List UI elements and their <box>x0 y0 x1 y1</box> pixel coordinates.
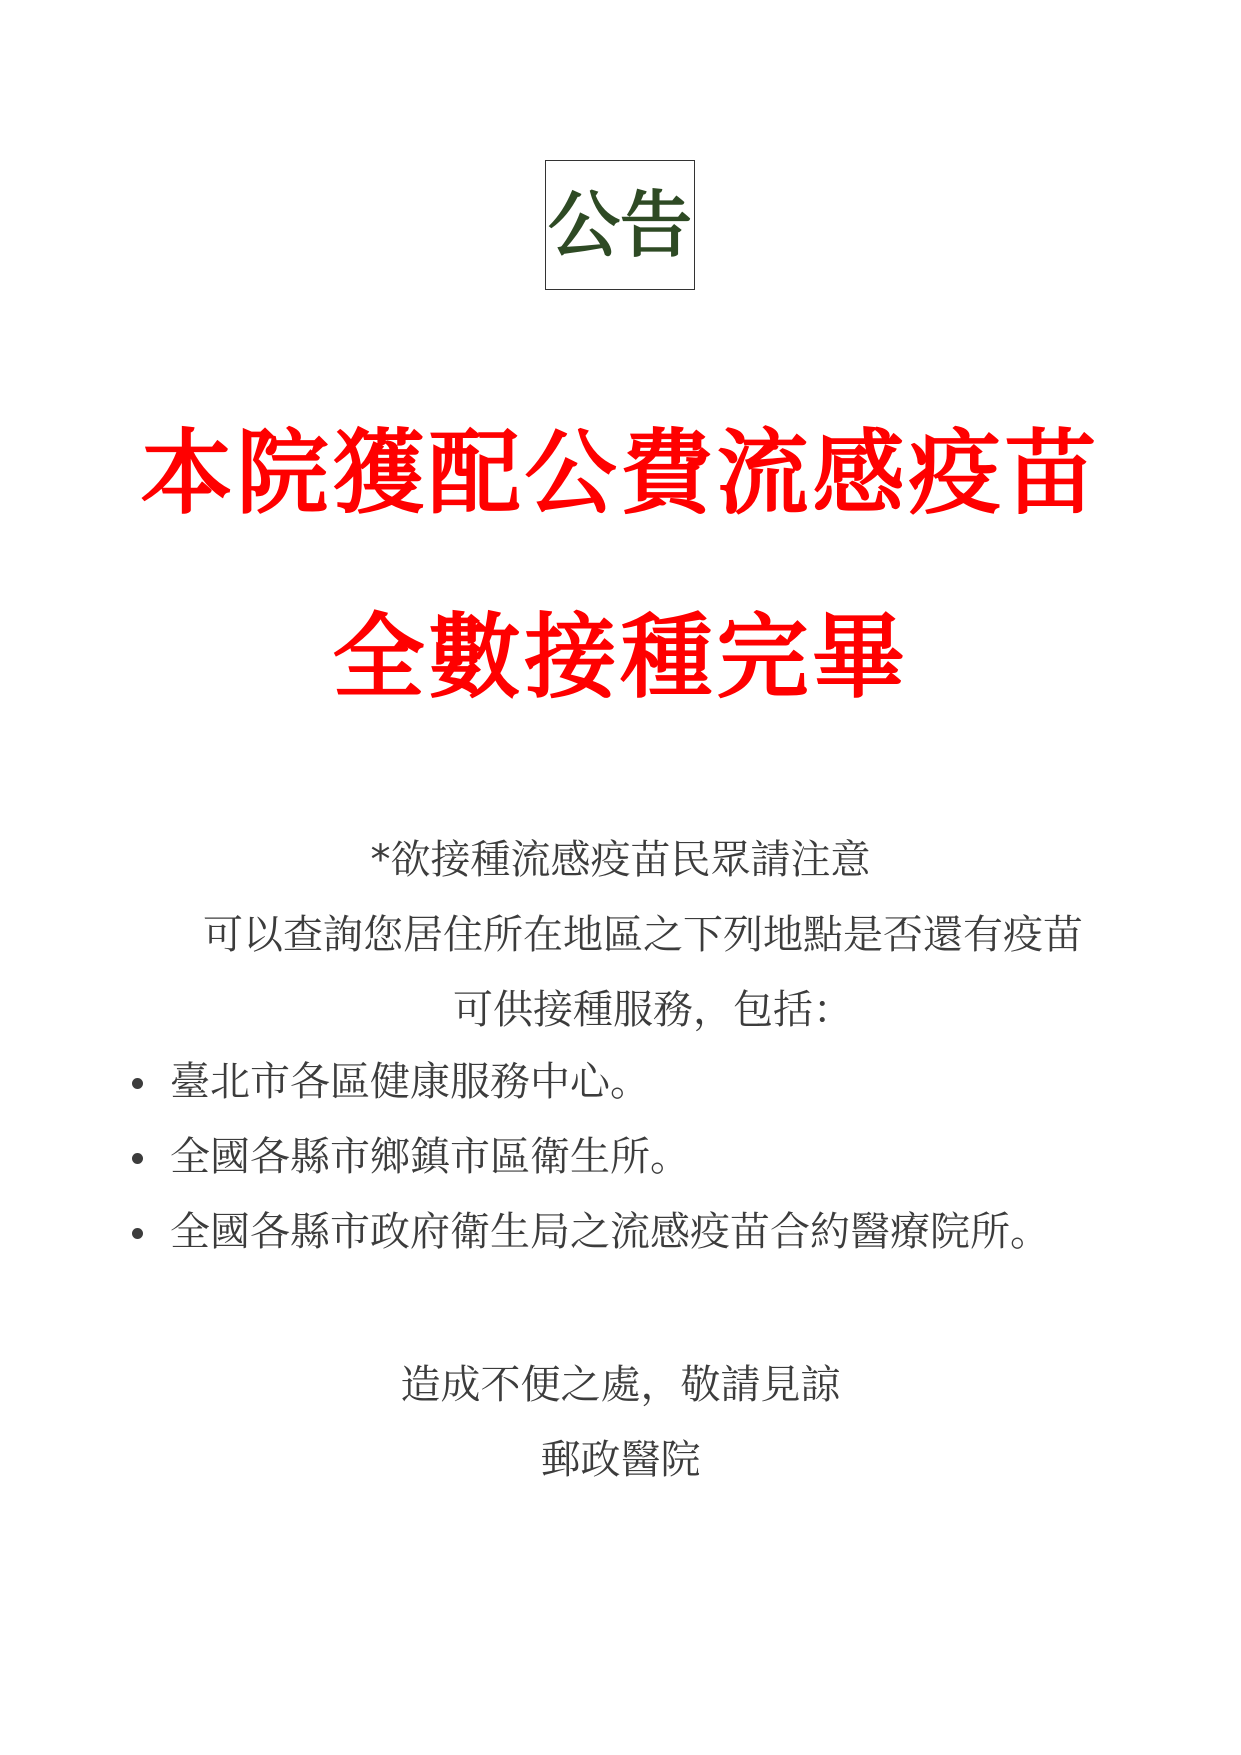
bullet-icon <box>132 1228 143 1239</box>
intro-line-2: 可以查詢您居住所在地區之下列地點是否還有疫苗 <box>203 912 1083 958</box>
headline-line-1: 本院獲配公費流感疫苗 <box>140 420 1101 527</box>
intro-line-1: *欲接種流感疫苗民眾請注意 <box>370 837 871 883</box>
hospital-name: 郵政醫院 <box>540 1437 701 1483</box>
intro-line-3: 可供接種服務，包括： <box>453 987 853 1033</box>
location-text: 全國各縣市鄉鎮市區衛生所。 <box>170 1134 690 1180</box>
apology-text: 造成不便之處，敬請見諒 <box>400 1362 841 1408</box>
bullet-icon <box>132 1153 143 1164</box>
location-text: 全國各縣市政府衛生局之流感疫苗合約醫療院所。 <box>170 1209 1050 1255</box>
location-text: 臺北市各區健康服務中心。 <box>170 1059 650 1105</box>
bullet-icon <box>132 1078 143 1089</box>
headline-line-2: 全數接種完畢 <box>332 604 909 711</box>
notice-label: 公告 <box>545 160 695 290</box>
